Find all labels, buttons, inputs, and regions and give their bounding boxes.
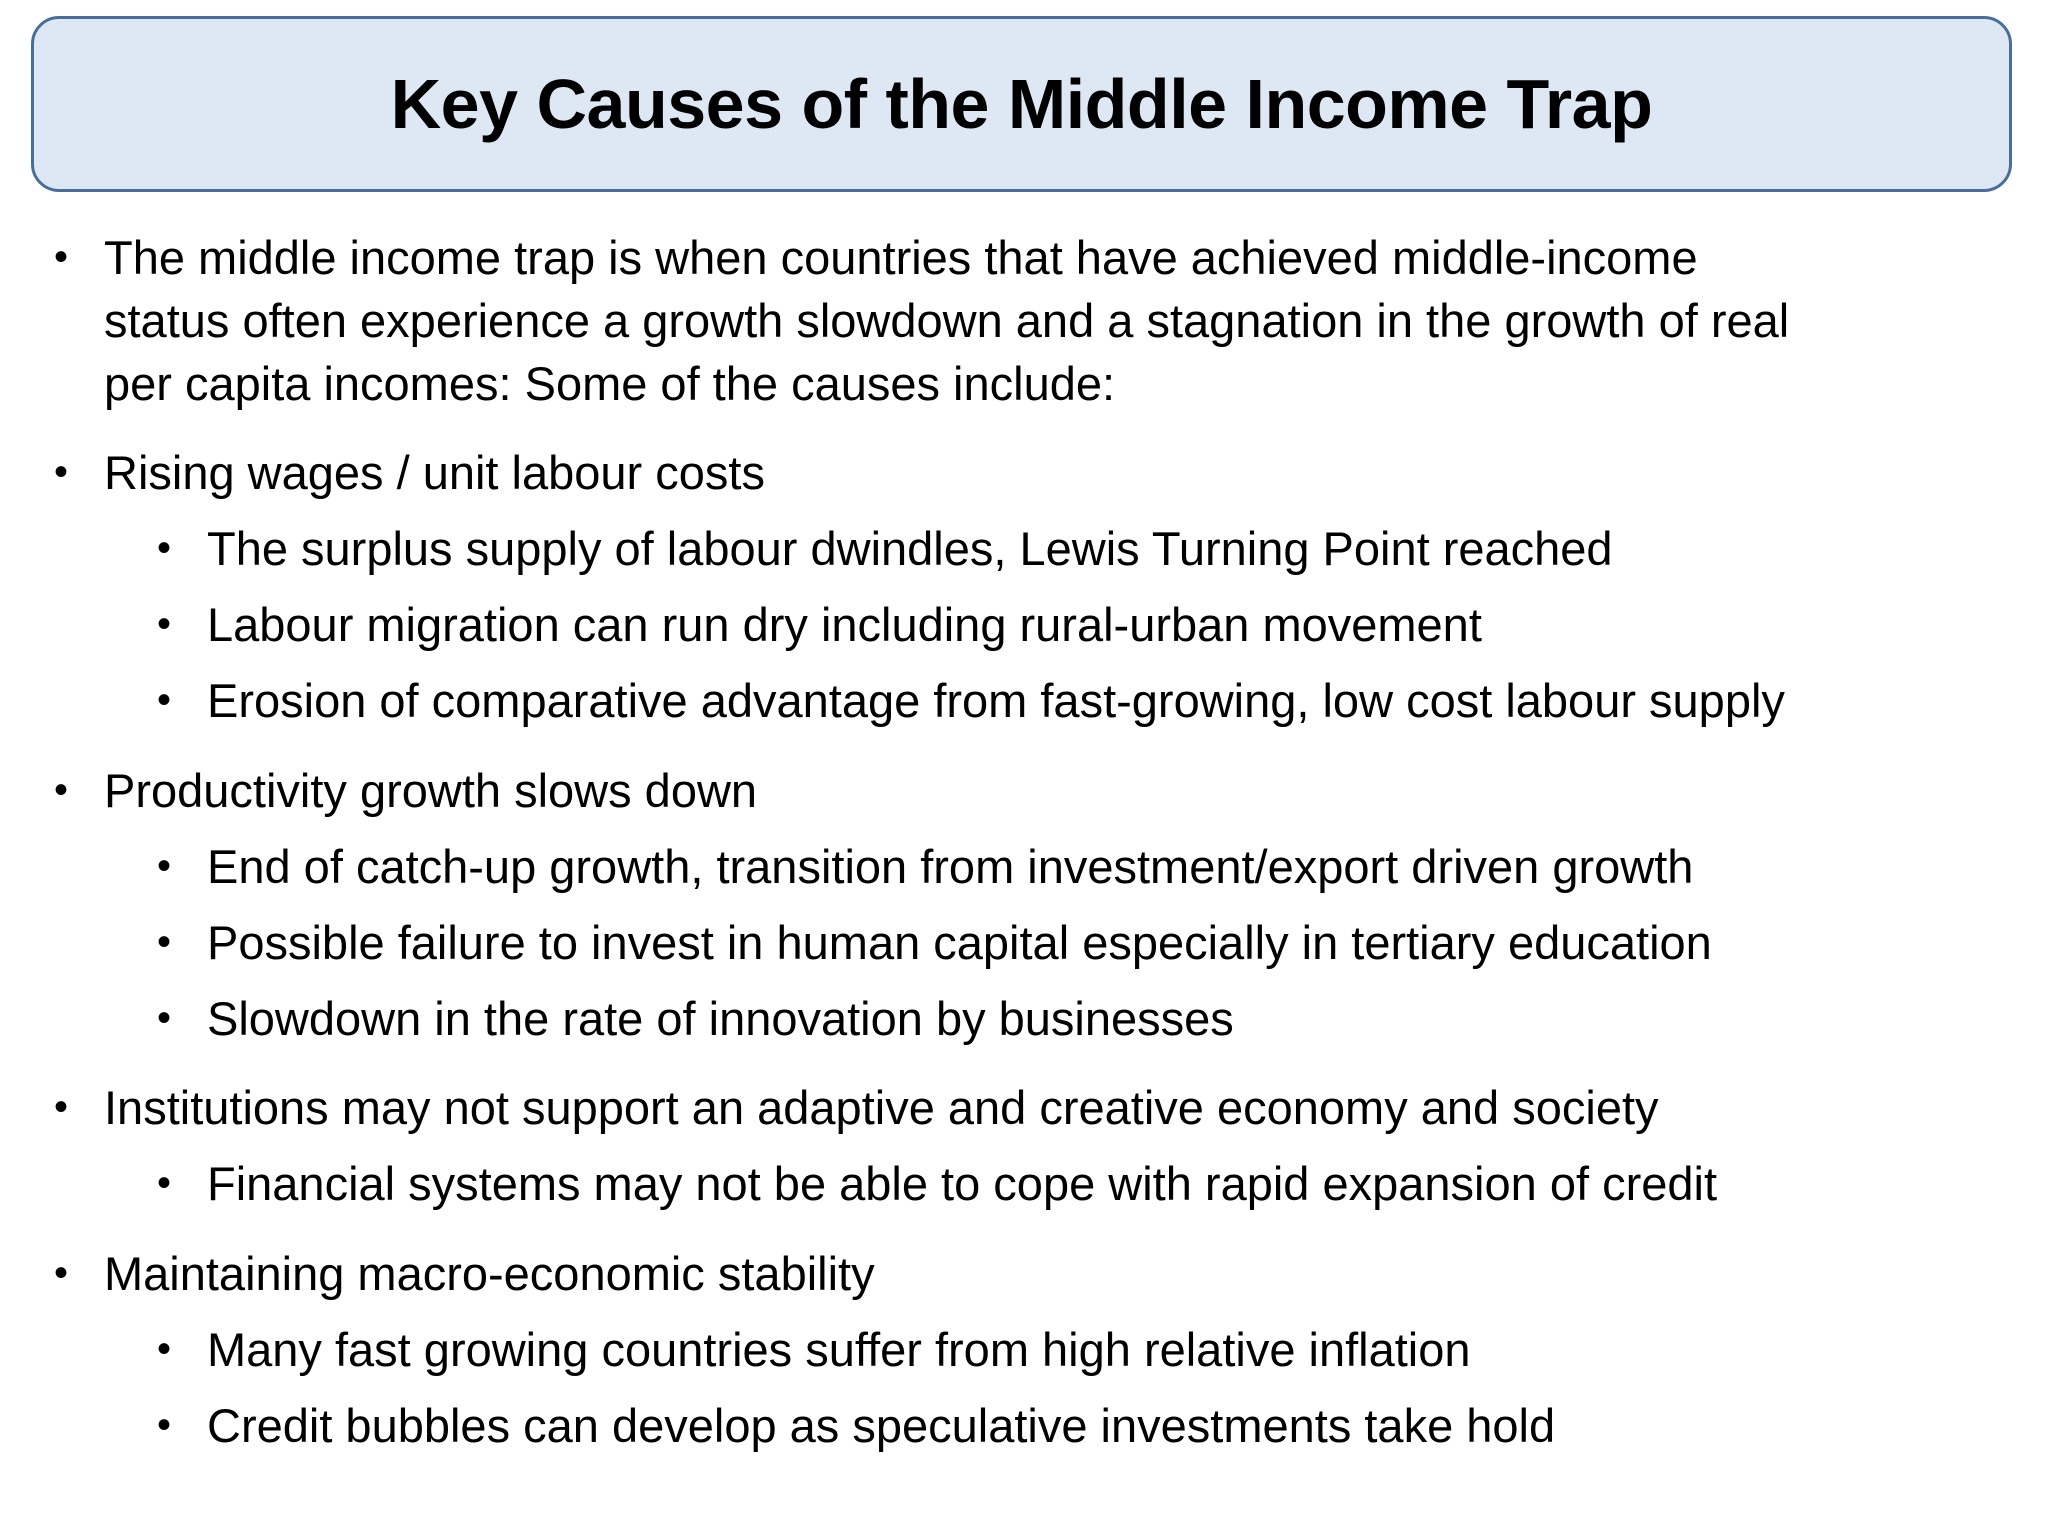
sub-bullet-text: Many fast growing countries suffer from high relative inflation [207, 1323, 1471, 1376]
bullet-label: Productivity growth slows down [104, 764, 758, 817]
sub-bullet [157, 911, 1712, 974]
bullet-icon: • [157, 602, 172, 646]
sub-bullet [157, 517, 1613, 580]
bullet-label: Rising wages / unit labour costs [104, 446, 765, 499]
sub-bullet [157, 593, 1482, 656]
bullet-icon: • [157, 1327, 172, 1371]
bullet-icon: • [54, 450, 69, 494]
bullet-icon: • [54, 1085, 69, 1129]
bullet-icon: • [157, 526, 172, 570]
bullet-label: Institutions may not support an adaptive and creative economy and society [104, 1081, 1659, 1134]
bullet-icon: • [157, 1403, 172, 1447]
intro-line-1: The middle income trap is when countries that have achieved middle-income [104, 231, 1698, 284]
bullet-icon: • [157, 920, 172, 964]
bullet-macro-stability [54, 1242, 875, 1305]
slide-title: Key Causes of the Middle Income Trap [390, 65, 1653, 143]
sub-bullet-text: Labour migration can run dry including rural-urban movement [207, 598, 1482, 651]
sub-bullet [157, 987, 1234, 1050]
intro-line-2: status often experience a growth slowdown and a stagnation in the growth of real [104, 294, 1790, 347]
sub-bullet [157, 1152, 1718, 1215]
sub-bullet-text: End of catch-up growth, transition from investment/export driven growth [207, 840, 1694, 893]
bullet-icon: • [157, 1161, 172, 1205]
bullet-icon: • [157, 678, 172, 722]
bullet-icon: • [157, 844, 172, 888]
sub-bullet [157, 1394, 1556, 1457]
sub-bullet [157, 669, 1785, 732]
bullet-icon: • [54, 1251, 69, 1295]
sub-bullet-text: Erosion of comparative advantage from fast-growing, low cost labour supply [207, 674, 1785, 727]
sub-bullet-text: Financial systems may not be able to cope with rapid expansion of credit [207, 1157, 1718, 1210]
sub-bullet-text: Slowdown in the rate of innovation by businesses [207, 992, 1234, 1045]
intro-bullet [54, 226, 1698, 289]
sub-bullet [157, 835, 1694, 898]
intro-continuation [104, 352, 1115, 415]
bullet-label: Maintaining macro-economic stability [104, 1247, 875, 1300]
sub-bullet-text: Possible failure to invest in human capital especially in tertiary education [207, 916, 1712, 969]
intro-continuation [104, 289, 1789, 352]
sub-bullet-text: Credit bubbles can develop as speculative investments take hold [207, 1399, 1556, 1452]
bullet-institutions [54, 1076, 1659, 1139]
bullet-rising-wages [54, 441, 765, 504]
sub-bullet-text: The surplus supply of labour dwindles, Lewis Turning Point reached [207, 522, 1613, 575]
bullet-icon: • [54, 235, 69, 279]
sub-bullet [157, 1318, 1471, 1381]
intro-line-3: per capita incomes: Some of the causes include: [104, 357, 1116, 410]
bullet-icon: • [54, 768, 69, 812]
bullet-productivity [54, 759, 758, 822]
bullet-icon: • [157, 996, 172, 1040]
